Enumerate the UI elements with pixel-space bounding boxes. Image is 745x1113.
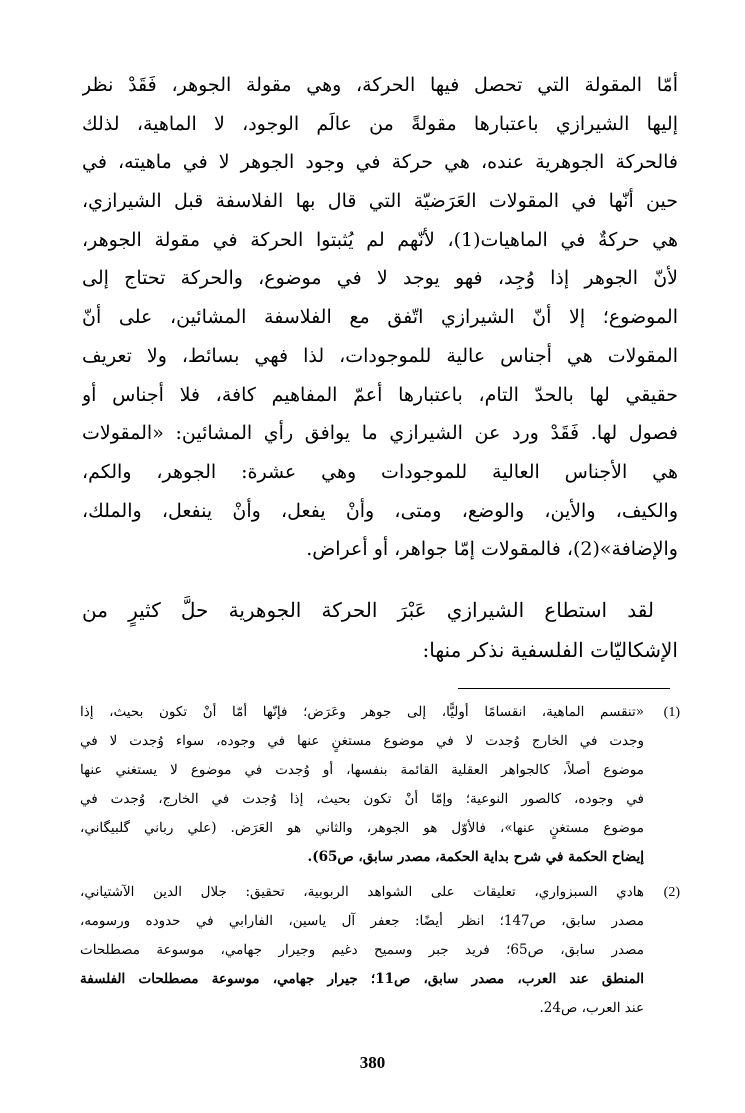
footnote-line: المنطق عند العرب، مصدر سابق، ص11؛ جيرار جهامي، موسوعة مصطلحات الفلسفة: [80, 971, 644, 987]
text-line: والكيف، والأين، والوضع، ومتى، وأنْ يفعل، وأنْ ينفعل، والملك،: [82, 499, 678, 522]
text-line: إليها الشيرازي باعتبارها مقولةً من عالَم الوجود، لا الماهية، لذلك: [82, 112, 678, 135]
text-line: الموضوع؛ إلا أنّ الشيرازي اتّفق مع الفلاسفة المشائين، على أنّ: [82, 306, 678, 329]
footnote-separator: [458, 688, 670, 689]
text-line: والإضافة»(2)، فالمقولات إمّا جواهر، أو أعراض.: [306, 538, 678, 561]
text-line: لقد استطاع الشيرازي عَبْرَ الحركة الجوهرية حلَّ كثيرٍ من: [82, 598, 654, 622]
text-line: هي الأجناس العالية للموجودات وهي عشرة: الجوهر، والكم،: [82, 460, 678, 483]
text-line: فالحركة الجوهرية عنده، هي حركة في وجود الجوهر لا في ماهيته، في: [82, 151, 678, 174]
footnote-number: (2): [663, 885, 680, 900]
footnote-line: إيضاح الحكمة في شرح بداية الحكمة، مصدر سابق، ص65).: [307, 849, 644, 865]
footnotes: [80, 698, 680, 1023]
footnote-number: (1): [663, 705, 680, 720]
footnote-line: مصدر سابق، ص147؛ انظر أيضًا: جعفر آل ياسين، الفارابي في حدوده ورسومه،: [80, 913, 644, 929]
footnote-line: «تنقسم الماهية، انقسامًا أوليًّا، إلى جوهر وعَرَض؛ فإنّها أمّا أنْ تكون بحيث، إذا: [80, 704, 644, 720]
text-line: حين أنّها في المقولات العَرَضيّة التي قال بها الفلاسفة قبل الشيرازي،: [82, 190, 678, 213]
text-line: المقولات هي أجناس عالية للموجودات، لذا فهي بسائط، ولا تعريف: [82, 344, 678, 367]
text-line: هي حركةٌ في الماهيات(1)، لأنّهم لم يُثبتوا الحركة في مقولة الجوهر،: [82, 228, 678, 251]
footnote-line: هادي السبزواري، تعليقات على الشواهد الربوبية، تحقيق: جلال الدين الآشتياني،: [80, 884, 644, 900]
footnote-2: [80, 878, 680, 1023]
main-paragraph: [82, 66, 678, 569]
footnote-line: وجدت في الخارج وُجدت لا في موضوع مستغنٍ عنها في وجوده، سواء وُجدت لا في: [80, 733, 644, 749]
page-number: 380: [359, 1053, 386, 1072]
footnote-line: مصدر سابق، ص65؛ فريد جبر وسميح دغيم وجيرار جهامي، موسوعة مصطلحات: [80, 942, 644, 958]
footnote-line: موضوع أصلاً، كالجواهر العقلية القائمة بنفسها، أو وُجدت في موضوع لا يستغني عنها: [80, 762, 644, 778]
footnote-line: عند العرب، ص24.: [539, 1000, 644, 1016]
footnote-line: موضوع مستغنٍ عنها»، فالأوّل هو الجوهر، والثاني هو العَرَض. (علي رباني گلبيگاني،: [80, 820, 644, 836]
footnote-line: في وجوده، كالصور النوعية؛ وإمّا أنْ تكون بحيث، إذا وُجدت في الخارج، وُجدت في: [80, 791, 644, 807]
text-line: لأنّ الجوهر إذا وُجِد، فهو يوجد لا في موضوع، والحركة تحتاج إلى: [82, 267, 678, 290]
text-line: أمّا المقولة التي تحصل فيها الحركة، وهي مقولة الجوهر، فَقَدْ نظر: [82, 74, 678, 96]
text-line: حقيقي لها بالحدّ التام، باعتبارها أعمّ المفاهيم كافة، فلا أجناس أو: [82, 383, 678, 406]
footnote-1: [80, 698, 680, 872]
second-paragraph: [82, 590, 678, 670]
text-line: فصول لها. فَقَدْ ورد عن الشيرازي ما يوافق رأي المشائين: «المقولات: [82, 422, 678, 445]
text-line: الإشكاليّات الفلسفية نذكر منها:: [422, 638, 678, 662]
